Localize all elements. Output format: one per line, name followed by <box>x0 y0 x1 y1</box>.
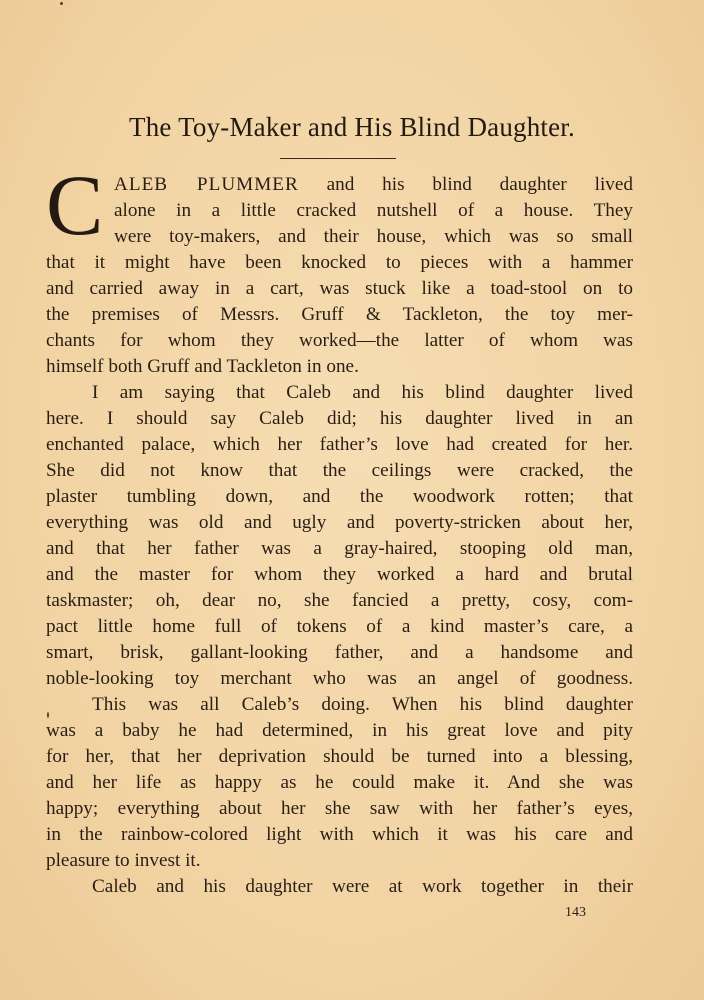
text-line: alone in a little cracked nutshell of a house. They <box>114 200 633 221</box>
text-line: for her, that her deprivation should be turned into a blessing, <box>46 746 633 767</box>
text-line: here. I should say Caleb did; his daughter lived in an <box>46 408 633 429</box>
text-line: and her life as happy as he could make it. And she was <box>46 772 633 793</box>
text-line: everything was old and ugly and poverty-stricken about her, <box>46 512 633 533</box>
title-rule <box>280 158 396 159</box>
text-line: ALEB PLUMMER and his blind daughter lived <box>114 174 633 195</box>
drop-cap: C <box>46 157 104 253</box>
chapter-title: The Toy-Maker and His Blind Daughter. <box>129 112 575 142</box>
ink-speck <box>60 2 63 5</box>
text-line: were toy-makers, and their house, which was so small <box>114 226 633 247</box>
text-line: plaster tumbling down, and the woodwork rotten; that <box>46 486 633 507</box>
text-line: pleasure to invest it. <box>46 850 201 871</box>
text-line: that it might have been knocked to pieces with a hammer <box>46 252 633 273</box>
text-line: the premises of Messrs. Gruff & Tackleton, the toy mer- <box>46 304 633 325</box>
text-line: himself both Gruff and Tackleton in one. <box>46 356 359 377</box>
text-line: She did not know that the ceilings were cracked, the <box>46 460 633 481</box>
page-number: 143 <box>565 905 586 920</box>
text-line: I am saying that Caleb and his blind daughter lived <box>92 382 633 403</box>
text-line: noble-looking toy merchant who was an angel of goodness. <box>46 668 633 689</box>
text-line: was a baby he had determined, in his great love and pity <box>46 720 633 741</box>
text-line: and that her father was a gray-haired, stooping old man, <box>46 538 633 559</box>
small-caps-name: ALEB PLUMMER <box>114 174 299 195</box>
text-line: Caleb and his daughter were at work together in their <box>92 876 633 897</box>
text-line: happy; everything about her she saw with her father’s eyes, <box>46 798 633 819</box>
text-line: enchanted palace, which her father’s love had created for her. <box>46 434 633 455</box>
text-line: pact little home full of tokens of a kind master’s care, a <box>46 616 633 637</box>
text-line: and carried away in a cart, was stuck like a toad-stool on to <box>46 278 633 299</box>
text-line: chants for whom they worked—the latter of whom was <box>46 330 633 351</box>
text-line: This was all Caleb’s doing. When his blind daughter <box>92 694 633 715</box>
text-line: and the master for whom they worked a hard and brutal <box>46 564 633 585</box>
text-line: in the rainbow-colored light with which it was his care and <box>46 824 633 845</box>
body-text <box>46 172 633 900</box>
text-line: taskmaster; oh, dear no, she fancied a pretty, cosy, com- <box>46 590 633 611</box>
text-line: smart, brisk, gallant-looking father, and a handsome and <box>46 642 633 663</box>
